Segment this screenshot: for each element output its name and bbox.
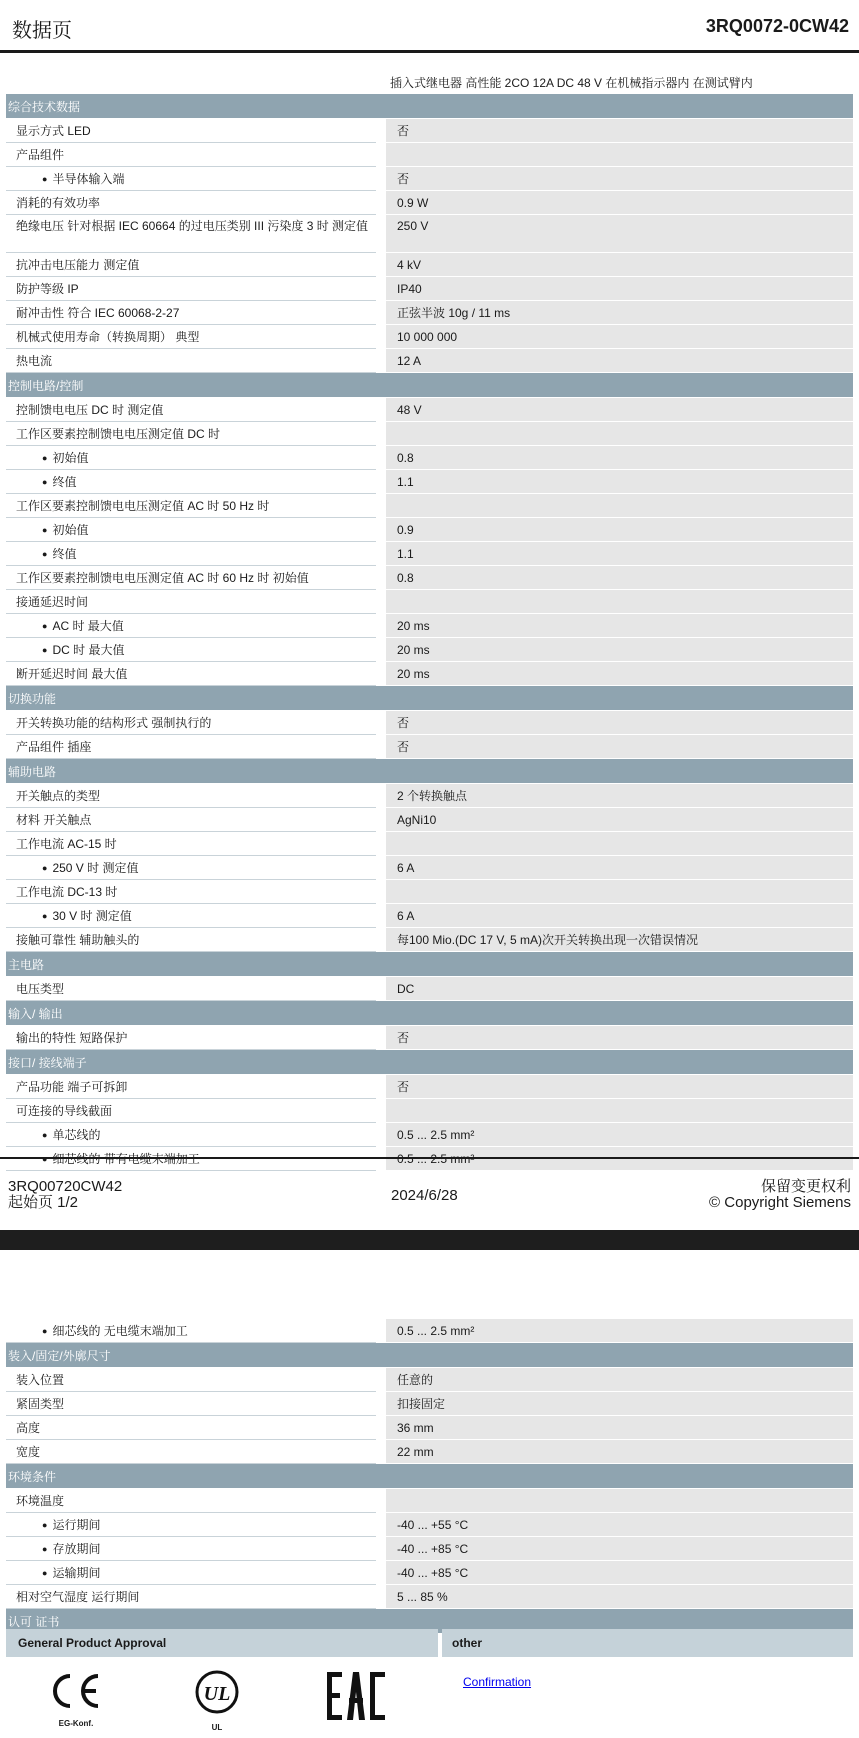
spec-key: 高度 [6,1416,376,1440]
spec-key: 开关转换功能的结构形式 强制执行的 [6,711,376,735]
spec-row [6,711,853,735]
section-header: 输入/ 输出 [6,1001,853,1026]
spec-key: ● 细芯线的 带有电缆末端加工 [6,1147,376,1171]
spec-value: 否 [386,167,853,191]
spec-key: ● 单芯线的 [6,1123,376,1147]
spec-key: 防护等级 IP [6,277,376,301]
spec-value [386,590,853,614]
spec-table-page-1 [6,94,853,1171]
spec-row [6,253,853,277]
spec-value: -40 ... +85 °C [386,1561,853,1585]
spec-value: 扣接固定 [386,1392,853,1416]
spec-value [386,494,853,518]
spec-key: 装入位置 [6,1368,376,1392]
spec-value: AgNi10 [386,808,853,832]
spec-value: 1.1 [386,542,853,566]
spec-key: ● 终值 [6,470,376,494]
spec-key: ● 运行期间 [6,1513,376,1537]
spec-row [6,808,853,832]
spec-key: ● 初始值 [6,446,376,470]
spec-value: 36 mm [386,1416,853,1440]
spec-value: 22 mm [386,1440,853,1464]
spec-row [6,566,853,590]
spec-value: 10 000 000 [386,325,853,349]
spec-value: 1.1 [386,470,853,494]
spec-key: ● 250 V 时 测定值 [6,856,376,880]
spec-row [6,398,853,422]
spec-row [6,1561,853,1585]
spec-key: ● 初始值 [6,518,376,542]
ul-caption: UL [211,1723,223,1732]
spec-row [6,542,853,566]
spec-row [6,590,853,614]
spec-key: 紧固类型 [6,1392,376,1416]
spec-key: 产品组件 插座 [6,735,376,759]
spec-row [6,928,853,952]
spec-key: 工作电流 AC-15 时 [6,832,376,856]
spec-value: 否 [386,119,853,143]
spec-value: 2 个转换触点 [386,784,853,808]
approval-col-other: other [442,1629,853,1657]
spec-value: 否 [386,1075,853,1099]
spec-value: 20 ms [386,638,853,662]
spec-key: ● 30 V 时 测定值 [6,904,376,928]
spec-value [386,880,853,904]
spec-value: IP40 [386,277,853,301]
spec-row [6,446,853,470]
section-header: 装入/固定/外廓尺寸 [6,1343,853,1368]
product-description: 插入式继电器 高性能 2CO 12A DC 48 V 在机械指示器内 在测试臂内 [390,76,753,90]
section-header: 辅助电路 [6,759,853,784]
spec-key: 耐冲击性 符合 IEC 60068-2-27 [6,301,376,325]
spec-row [6,904,853,928]
spec-key: 电压类型 [6,977,376,1001]
confirmation-link[interactable]: Confirmation [463,1675,532,1689]
spec-key: 消耗的有效功率 [6,191,376,215]
spec-value: 6 A [386,904,853,928]
spec-key: 接通延迟时间 [6,590,376,614]
spec-row [6,1368,853,1392]
spec-row [6,1489,853,1513]
spec-value: 4 kV [386,253,853,277]
spec-key: 材料 开关触点 [6,808,376,832]
spec-value: -40 ... +85 °C [386,1537,853,1561]
spec-row [6,143,853,167]
product-number: 3RQ0072-0CW42 [705,16,849,36]
spec-value [386,1489,853,1513]
section-header: 认可 证书 [6,1609,853,1634]
document-title: 数据页 [12,20,72,42]
section-header: 切换功能 [6,686,853,711]
spec-row [6,880,853,904]
spec-row [6,638,853,662]
eac-mark-icon [325,1670,385,1727]
spec-value: 250 V [386,215,853,253]
spec-value [386,143,853,167]
spec-value: 48 V [386,398,853,422]
section-header: 接口/ 接线端子 [6,1050,853,1075]
datasheet-page-2 [0,1250,859,1738]
approval-table-header [6,1629,853,1657]
spec-row [6,277,853,301]
ce-caption: EG-Konf. [58,1719,94,1728]
ce-mark-icon [46,1670,106,1728]
spec-row [6,1513,853,1537]
ul-mark-icon [187,1670,247,1732]
spec-row [6,1123,853,1147]
spec-row [6,301,853,325]
spec-key: 产品组件 [6,143,376,167]
spec-value: DC [386,977,853,1001]
spec-row [6,1416,853,1440]
spec-row [6,422,853,446]
spec-key: 环境温度 [6,1489,376,1513]
spec-row [6,349,853,373]
spec-value [386,832,853,856]
spec-key: 热电流 [6,349,376,373]
spec-key: ● 终值 [6,542,376,566]
spec-row [6,1075,853,1099]
spec-row [6,518,853,542]
spec-key: ● 运输期间 [6,1561,376,1585]
section-header: 控制电路/控制 [6,373,853,398]
spec-key: 接触可靠性 辅助触头的 [6,928,376,952]
approval-logos [0,1670,859,1738]
spec-row [6,119,853,143]
section-header: 综合技术数据 [6,94,853,119]
spec-value: 20 ms [386,662,853,686]
spec-row [6,1585,853,1609]
footer-date: 2024/6/28 [391,1187,458,1204]
spec-row [6,856,853,880]
spec-row [6,1026,853,1050]
spec-row [6,1319,853,1343]
spec-key: 工作区要素控制馈电电压测定值 DC 时 [6,422,376,446]
spec-key: 断开延迟时间 最大值 [6,662,376,686]
spec-value: 否 [386,711,853,735]
spec-row [6,735,853,759]
footer-copyright: © Copyright Siemens [709,1194,851,1211]
spec-row [6,167,853,191]
spec-value: 否 [386,1026,853,1050]
spec-row [6,784,853,808]
spec-row [6,977,853,1001]
footer-left [8,1179,122,1211]
spec-key: 控制馈电电压 DC 时 测定值 [6,398,376,422]
footer-rights: 保留变更权利 [760,1178,851,1195]
spec-value: 20 ms [386,614,853,638]
spec-key: ● DC 时 最大值 [6,638,376,662]
spec-row [6,191,853,215]
footer-right [709,1179,851,1211]
spec-row [6,215,853,253]
spec-key: 工作区要素控制馈电电压测定值 AC 时 50 Hz 时 [6,494,376,518]
spec-row [6,1099,853,1123]
spec-key: 相对空气湿度 运行期间 [6,1585,376,1609]
spec-value: 0.9 [386,518,853,542]
spec-row [6,832,853,856]
spec-row [6,662,853,686]
spec-row [6,1392,853,1416]
spec-row [6,614,853,638]
document-footer [0,1157,859,1229]
spec-value: 任意的 [386,1368,853,1392]
spec-value: 正弦半波 10g / 11 ms [386,301,853,325]
spec-table-page-2 [6,1319,853,1634]
spec-key: 绝缘电压 针对根据 IEC 60664 的过电压类别 III 污染度 3 时 测定值 [6,215,376,253]
spec-key: 产品功能 端子可拆卸 [6,1075,376,1099]
spec-value: -40 ... +55 °C [386,1513,853,1537]
section-header: 环境条件 [6,1464,853,1489]
approval-col-general: General Product Approval [6,1629,438,1657]
spec-key: 开关触点的类型 [6,784,376,808]
spec-value: 每100 Mio.(DC 17 V, 5 mA)次开关转换出现一次错误情况 [386,928,853,952]
spec-key: 显示方式 LED [6,119,376,143]
spec-value: 0.5 ... 2.5 mm² [386,1147,853,1171]
spec-key: 可连接的导线截面 [6,1099,376,1123]
spec-key: ● 存放期间 [6,1537,376,1561]
spec-value: 0.9 W [386,191,853,215]
spec-key: ● AC 时 最大值 [6,614,376,638]
spec-row [6,325,853,349]
spec-key: ● 半导体输入端 [6,167,376,191]
spec-value: 5 ... 85 % [386,1585,853,1609]
footer-page-number: 起始页 1/2 [8,1194,79,1211]
spec-row [6,494,853,518]
document-header [0,0,859,53]
page-divider [0,1230,859,1250]
spec-value: 0.5 ... 2.5 mm² [386,1123,853,1147]
spec-value: 0.8 [386,566,853,590]
spec-value: 0.5 ... 2.5 mm² [386,1319,853,1343]
spec-value: 12 A [386,349,853,373]
spec-key: 工作区要素控制馈电电压测定值 AC 时 60 Hz 时 初始值 [6,566,376,590]
footer-doc-id: 3RQ00720CW42 [8,1178,123,1195]
spec-key: 机械式使用寿命（转换周期） 典型 [6,325,376,349]
spec-row [6,1440,853,1464]
spec-value [386,1099,853,1123]
section-header: 主电路 [6,952,853,977]
spec-key: ● 细芯线的 无电缆末端加工 [6,1319,376,1343]
spec-key: 输出的特性 短路保护 [6,1026,376,1050]
spec-value: 6 A [386,856,853,880]
svg-text:UL: UL [203,1683,231,1705]
spec-key: 工作电流 DC-13 时 [6,880,376,904]
spec-key: 抗冲击电压能力 测定值 [6,253,376,277]
spec-value [386,422,853,446]
spec-row [6,1537,853,1561]
spec-row [6,470,853,494]
spec-value: 否 [386,735,853,759]
spec-key: 宽度 [6,1440,376,1464]
spec-value: 0.8 [386,446,853,470]
